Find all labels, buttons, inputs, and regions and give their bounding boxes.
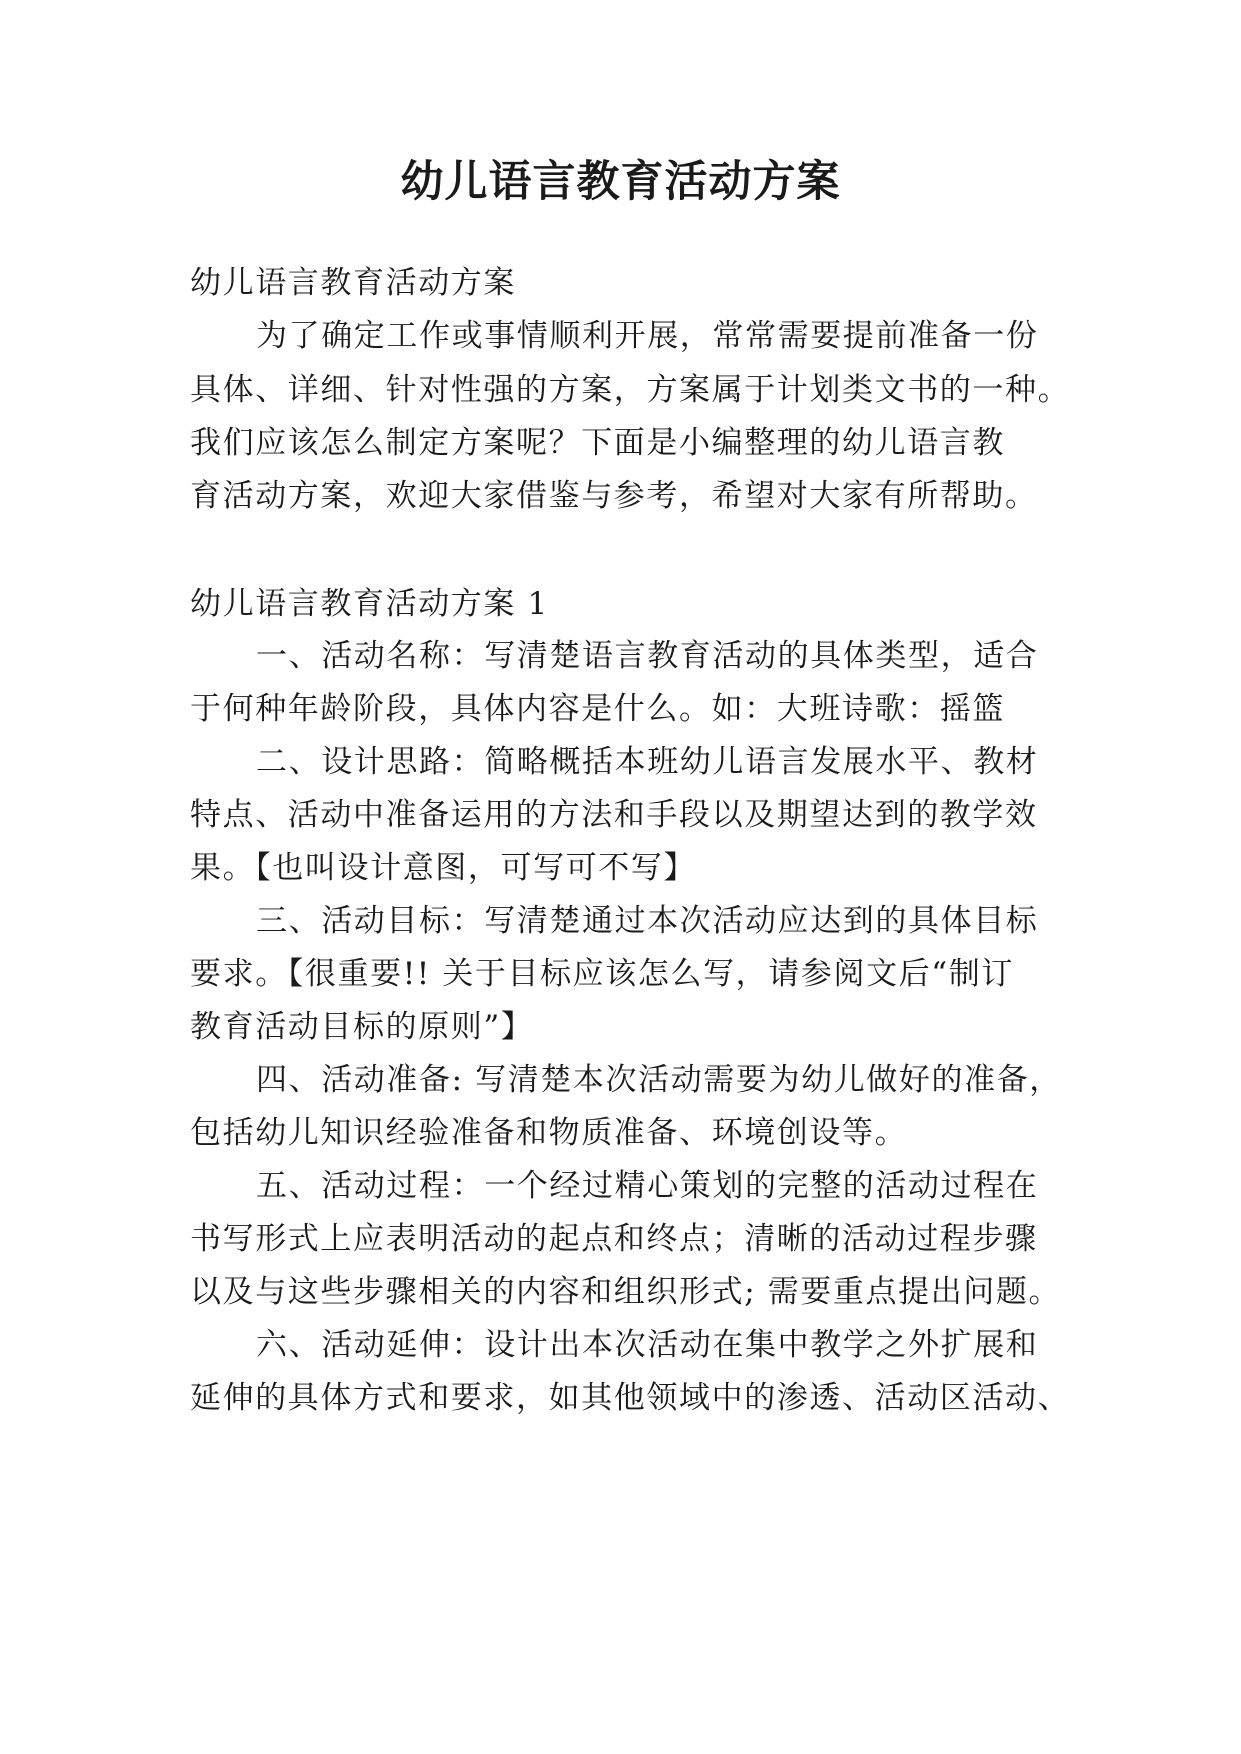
section-heading-intro: 幼儿语言教育活动方案 — [190, 265, 516, 301]
intro-line-1: 为了确定工作或事情顺利开展，常常需要提前准备一份 — [256, 318, 1039, 354]
intro-line-4: 育活动方案，欢迎大家借鉴与参考，希望对大家有所帮助。 — [190, 478, 1038, 514]
item-5-line-1: 五、活动过程：一个经过精心策划的完整的活动过程在 — [256, 1168, 1039, 1204]
item-4-line-1: 四、活动准备: 写清楚本次活动需要为幼儿做好的准备， — [256, 1062, 1062, 1098]
intro-line-2: 具体、详细、针对性强的方案，方案属于计划类文书的一种。 — [190, 372, 1071, 408]
item-5-line-3: 以及与这些步骤相关的内容和组织形式; 需要重点提出问题。 — [190, 1274, 1062, 1310]
item-6-line-1: 六、活动延伸：设计出本次活动在集中教学之外扩展和 — [256, 1327, 1039, 1363]
item-3-line-2: 要求。【很重要!! 关于目标应该怎么写，请参阅文后“制订 — [190, 956, 1014, 992]
item-1-line-1: 一、活动名称：写清楚语言教育活动的具体类型，适合 — [256, 638, 1039, 674]
item-3-line-1: 三、活动目标：写清楚通过本次活动应达到的具体目标 — [256, 903, 1039, 939]
item-2-line-3: 果。【也叫设计意图，可写可不写】 — [190, 850, 697, 886]
item-2-line-1: 二、设计思路：简略概括本班幼儿语言发展水平、教材 — [256, 744, 1039, 780]
section-heading-1: 幼儿语言教育活动方案 1 — [190, 586, 549, 622]
item-4-line-2: 包括幼儿知识经验准备和物质准备、环境创设等。 — [190, 1115, 908, 1151]
item-2-line-2: 特点、活动中准备运用的方法和手段以及期望达到的教学效 — [190, 797, 1038, 833]
item-6-line-2: 延伸的具体方式和要求，如其他领域中的渗透、活动区活动、 — [190, 1380, 1071, 1416]
item-5-line-2: 书写形式上应表明活动的起点和终点；清晰的活动过程步骤 — [190, 1221, 1038, 1257]
item-3-line-3: 教育活动目标的原则”】 — [190, 1009, 534, 1045]
intro-line-3: 我们应该怎么制定方案呢？下面是小编整理的幼儿语言教 — [190, 425, 1005, 461]
item-1-line-2: 于何种年龄阶段，具体内容是什么。如：大班诗歌：摇篮 — [190, 691, 1005, 727]
document-title: 幼儿语言教育活动方案 — [400, 157, 841, 207]
